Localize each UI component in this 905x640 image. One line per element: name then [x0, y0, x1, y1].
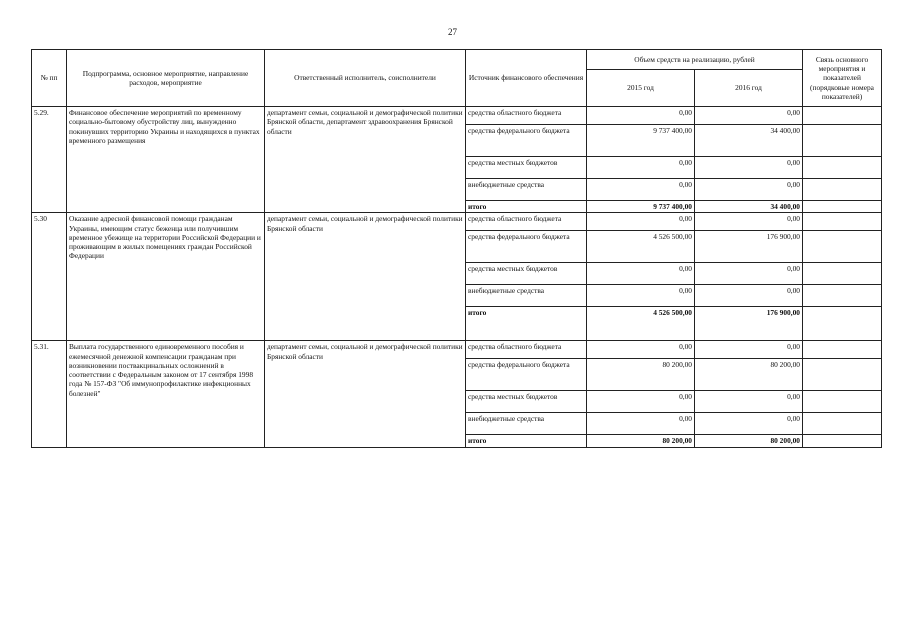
header-year-2015: 2015 год [587, 70, 695, 107]
funding-source: средства федерального бюджета [466, 125, 587, 157]
indicator-link-cell [803, 435, 882, 447]
item-number: 5.30 [32, 213, 67, 341]
amount-2016: 0,00 [695, 179, 803, 201]
funding-source: внебюджетные средства [466, 179, 587, 201]
indicator-link-cell [803, 413, 882, 435]
amount-2015: 0,00 [587, 341, 695, 359]
header-executor: Ответственный исполнитель, соисполнители [265, 50, 466, 107]
funding-source: средства областного бюджета [466, 213, 587, 231]
amount-2016: 0,00 [695, 413, 803, 435]
header-num: № пп [32, 50, 67, 107]
indicator-link-cell [803, 125, 882, 157]
amount-2015: 0,00 [587, 263, 695, 285]
indicator-link-cell [803, 263, 882, 285]
amount-2015: 0,00 [587, 157, 695, 179]
funding-source: итого [466, 307, 587, 341]
amount-2016: 80 200,00 [695, 359, 803, 391]
funding-source: средства местных бюджетов [466, 157, 587, 179]
amount-2016: 0,00 [695, 157, 803, 179]
amount-2015: 4 526 500,00 [587, 231, 695, 263]
header-link: Связь основного мероприятия и показателей (порядковые номера показателей) [803, 50, 882, 107]
indicator-link-cell [803, 107, 882, 125]
indicator-link-cell [803, 213, 882, 231]
amount-2016: 0,00 [695, 391, 803, 413]
header-program: Подпрограмма, основное мероприятие, направление расходов, мероприятие [67, 50, 265, 107]
item-executor: департамент семьи, социальной и демографической политики Брянской области, департамент здравоохранения Брянской области [265, 107, 466, 213]
funding-source: средства местных бюджетов [466, 391, 587, 413]
funding-source: внебюджетные средства [466, 413, 587, 435]
item-description: Финансовое обеспечение мероприятий по временному социально-бытовому обустройству лиц, вынужденно покинувших территорию Украины и находящихся в пунктах временного размещения [67, 107, 265, 213]
indicator-link-cell [803, 157, 882, 179]
amount-2016: 0,00 [695, 285, 803, 307]
indicator-link-cell [803, 391, 882, 413]
funding-source: средства областного бюджета [466, 107, 587, 125]
amount-2015: 0,00 [587, 285, 695, 307]
indicator-link-cell [803, 359, 882, 391]
amount-2015: 80 200,00 [587, 435, 695, 447]
funding-source: средства федерального бюджета [466, 231, 587, 263]
item-number: 5.29. [32, 107, 67, 213]
amount-2015: 4 526 500,00 [587, 307, 695, 341]
amount-2015: 0,00 [587, 107, 695, 125]
item-executor: департамент семьи, социальной и демографической политики Брянской области [265, 341, 466, 447]
item-description: Оказание адресной финансовой помощи гражданам Украины, имеющим статус беженца или получившим временное убежище на территории Российской Федерации и проживающим в жилых помещениях граждан Российской Федерации [67, 213, 265, 341]
funding-source: итого [466, 201, 587, 213]
indicator-link-cell [803, 179, 882, 201]
indicator-link-cell [803, 201, 882, 213]
indicator-link-cell [803, 285, 882, 307]
amount-2015: 0,00 [587, 413, 695, 435]
item-number: 5.31. [32, 341, 67, 447]
amount-2015: 0,00 [587, 391, 695, 413]
amount-2016: 0,00 [695, 107, 803, 125]
amount-2016: 176 900,00 [695, 307, 803, 341]
amount-2015: 9 737 400,00 [587, 201, 695, 213]
table-body [32, 107, 882, 448]
table-row [32, 213, 882, 231]
funding-source: средства федерального бюджета [466, 359, 587, 391]
funding-source: внебюджетные средства [466, 285, 587, 307]
header-volume: Объем средств на реализацию, рублей [587, 50, 803, 70]
indicator-link-cell [803, 341, 882, 359]
funding-source: итого [466, 435, 587, 447]
amount-2015: 0,00 [587, 179, 695, 201]
amount-2016: 0,00 [695, 341, 803, 359]
amount-2016: 34 400,00 [695, 201, 803, 213]
amount-2016: 34 400,00 [695, 125, 803, 157]
amount-2016: 0,00 [695, 263, 803, 285]
funding-source: средства областного бюджета [466, 341, 587, 359]
amount-2015: 9 737 400,00 [587, 125, 695, 157]
header-year-2016: 2016 год [695, 70, 803, 107]
funding-source: средства местных бюджетов [466, 263, 587, 285]
indicator-link-cell [803, 231, 882, 263]
table-row [32, 107, 882, 125]
table-row [32, 341, 882, 359]
amount-2016: 80 200,00 [695, 435, 803, 447]
indicator-link-cell [803, 307, 882, 341]
item-executor: департамент семьи, социальной и демографической политики Брянской области [265, 213, 466, 341]
amount-2015: 80 200,00 [587, 359, 695, 391]
amount-2016: 176 900,00 [695, 231, 803, 263]
budget-table [31, 49, 882, 448]
item-description: Выплата государственного единовременного пособия и ежемесячной денежной компенсации гражданам при возникновении поствакцинальных осложнений в соответствии с Федеральным законом от 17 сентября 1998 года № 157-ФЗ "Об иммунопрофилактике инфекционных болезней" [67, 341, 265, 447]
header-source: Источник финансового обеспечения [466, 50, 587, 107]
page-number: 27 [448, 27, 457, 37]
amount-2016: 0,00 [695, 213, 803, 231]
amount-2015: 0,00 [587, 213, 695, 231]
